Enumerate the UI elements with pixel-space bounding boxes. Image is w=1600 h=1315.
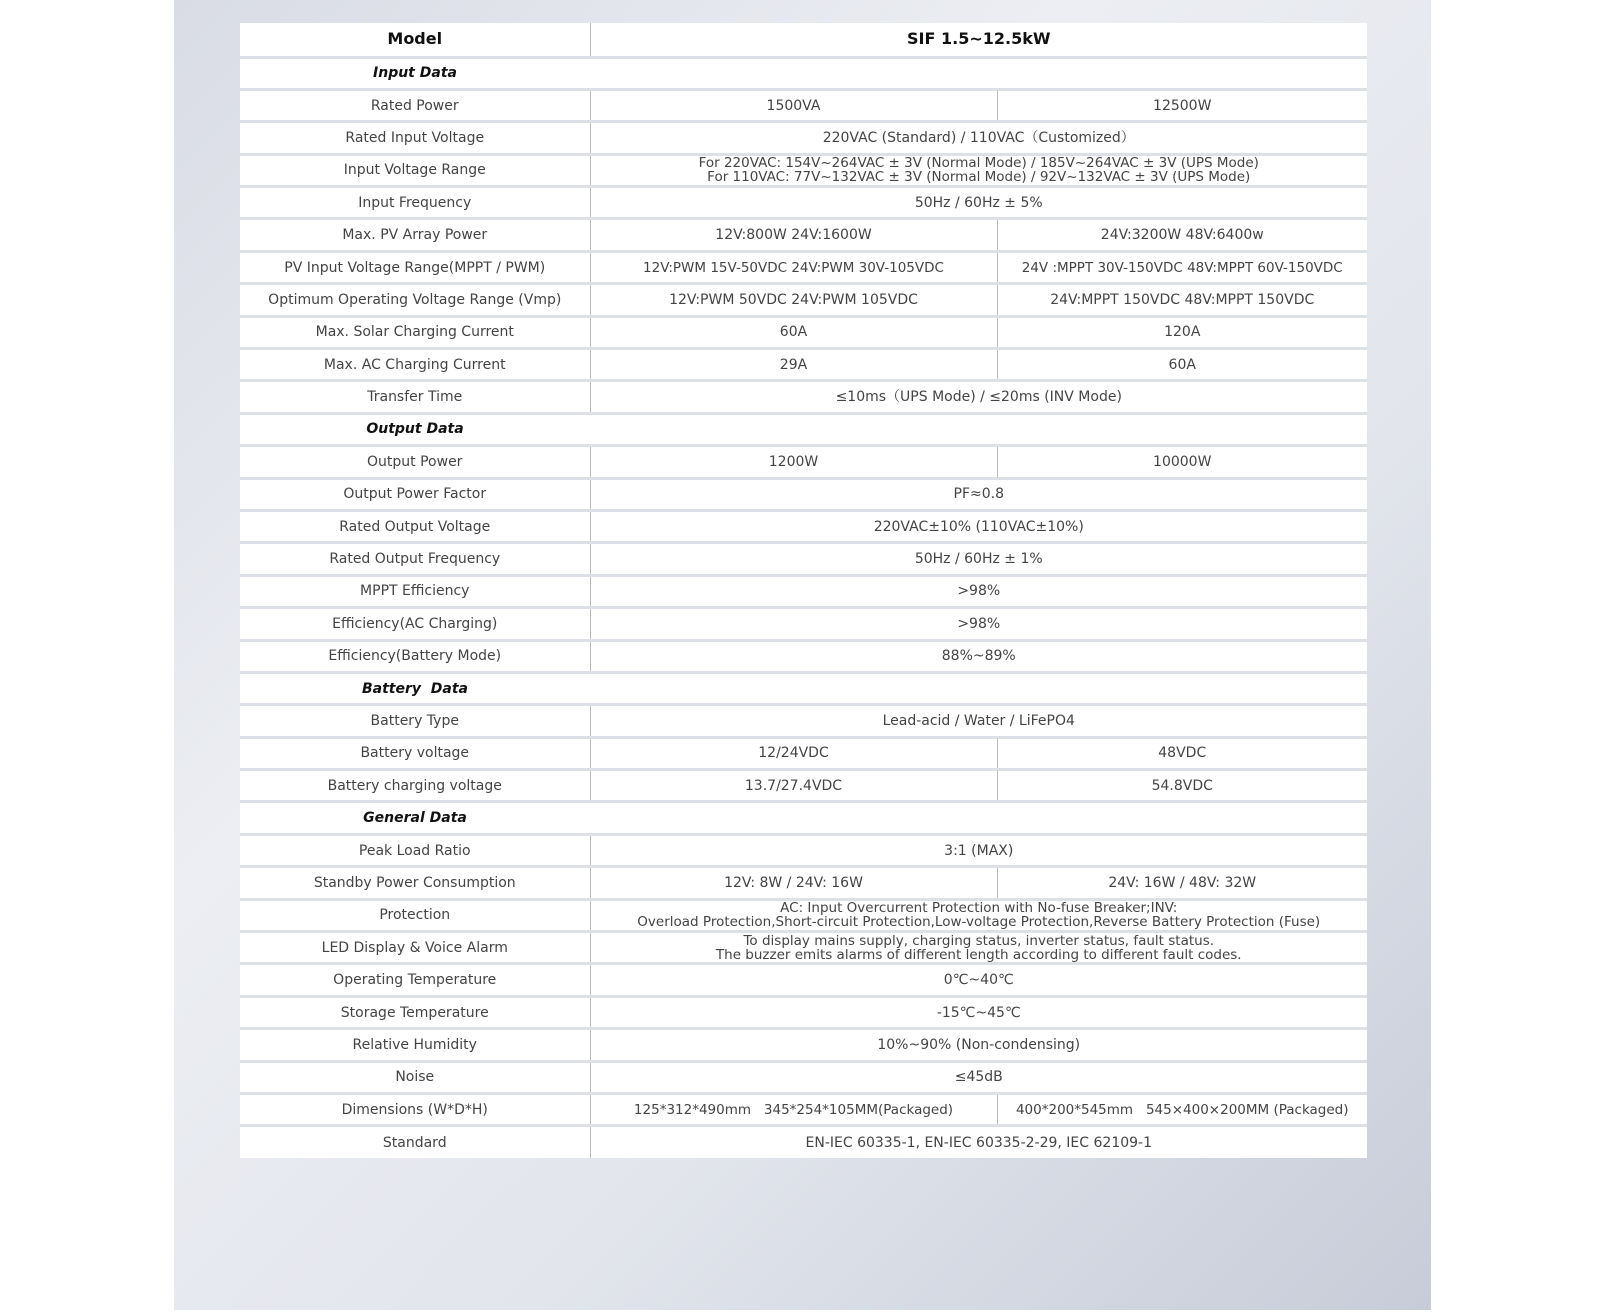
- row-label: Rated Output Frequency: [240, 543, 590, 575]
- row-value-2: 120A: [997, 316, 1367, 348]
- table-row: [240, 349, 1367, 381]
- row-value-1: 1500VA: [590, 89, 997, 121]
- row-value-2: 10000W: [997, 446, 1367, 478]
- row-value: 220VAC±10% (110VAC±10%): [590, 510, 1367, 542]
- row-value: PF≈0.8: [590, 478, 1367, 510]
- row-label: Storage Temperature: [240, 996, 590, 1028]
- row-label: Transfer Time: [240, 381, 590, 413]
- row-value-line-2: The buzzer emits alarms of different length according to different fault codes.: [715, 946, 1242, 963]
- table-row: [240, 640, 1367, 672]
- row-value-1: 12V:PWM 15V-50VDC 24V:PWM 30V-105VDC: [590, 251, 997, 283]
- row-value: 220VAC (Standard) / 110VAC（Customized）: [590, 122, 1367, 154]
- row-value: [590, 932, 1367, 964]
- row-value-1: 12V:PWM 50VDC 24V:PWM 105VDC: [590, 284, 997, 316]
- table-row: [240, 770, 1367, 802]
- row-value-line-2: For 110VAC: 77V~132VAC ± 3V (Normal Mode) / 92V~132VAC ± 3V (UPS Mode): [707, 169, 1251, 186]
- row-label: Battery voltage: [240, 737, 590, 769]
- table-row: [240, 1094, 1367, 1126]
- table-row: [240, 575, 1367, 607]
- table-row: [240, 1126, 1367, 1158]
- row-label: PV Input Voltage Range(MPPT / PWM): [240, 251, 590, 283]
- row-value-1: 125*312*490mm 345*254*105MM(Packaged): [590, 1094, 997, 1126]
- row-value-2: 48VDC: [997, 737, 1367, 769]
- row-value: >98%: [590, 608, 1367, 640]
- section-title: Battery Data: [240, 672, 590, 704]
- section-title: Input Data: [240, 57, 590, 89]
- row-value-1: 60A: [590, 316, 997, 348]
- row-value: -15℃~45℃: [590, 996, 1367, 1028]
- row-label: Operating Temperature: [240, 964, 590, 996]
- section-general-data: [240, 802, 1367, 834]
- row-value-2: 12500W: [997, 89, 1367, 121]
- spec-table: [240, 23, 1367, 1158]
- table-row: [240, 122, 1367, 154]
- row-label: Relative Humidity: [240, 1029, 590, 1061]
- row-label: Optimum Operating Voltage Range (Vmp): [240, 284, 590, 316]
- row-label: Battery Type: [240, 705, 590, 737]
- table-row: [240, 251, 1367, 283]
- table-row: [240, 608, 1367, 640]
- table-row: [240, 737, 1367, 769]
- table-row: [240, 543, 1367, 575]
- table-row: [240, 478, 1367, 510]
- row-value: ≤45dB: [590, 1061, 1367, 1093]
- row-value: ≤10ms（UPS Mode) / ≤20ms (INV Mode): [590, 381, 1367, 413]
- row-label: Rated Input Voltage: [240, 122, 590, 154]
- model-value: SIF 1.5~12.5kW: [590, 23, 1367, 57]
- row-value-1: 12V:800W 24V:1600W: [590, 219, 997, 251]
- table-row: [240, 705, 1367, 737]
- row-label: Rated Output Voltage: [240, 510, 590, 542]
- row-label: Protection: [240, 899, 590, 931]
- row-label: Standard: [240, 1126, 590, 1158]
- table-row: [240, 932, 1367, 964]
- table-row: [240, 899, 1367, 931]
- section-output-data: [240, 413, 1367, 445]
- row-value-2: 60A: [997, 349, 1367, 381]
- row-value-1: 12/24VDC: [590, 737, 997, 769]
- row-label: Standby Power Consumption: [240, 867, 590, 899]
- table-row: [240, 284, 1367, 316]
- row-value: 0℃~40℃: [590, 964, 1367, 996]
- row-value-2: 24V:3200W 48V:6400w: [997, 219, 1367, 251]
- table-row: [240, 381, 1367, 413]
- row-value: 3:1 (MAX): [590, 834, 1367, 866]
- row-value-line-2: Overload Protection,Short-circuit Protection,Low-voltage Protection,Reverse Battery Protection (Fuse): [637, 914, 1321, 931]
- table-row: [240, 834, 1367, 866]
- row-value-2: 24V:MPPT 150VDC 48V:MPPT 150VDC: [997, 284, 1367, 316]
- row-label: Dimensions (W*D*H): [240, 1094, 590, 1126]
- row-value-line-1: AC: Input Overcurrent Protection with No-fuse Breaker;INV:: [780, 900, 1178, 917]
- row-value-line-1: For 220VAC: 154V~264VAC ± 3V (Normal Mode) / 185V~264VAC ± 3V (UPS Mode): [698, 155, 1259, 172]
- table-row: [240, 1029, 1367, 1061]
- model-label: Model: [240, 23, 590, 57]
- row-label: Max. AC Charging Current: [240, 349, 590, 381]
- row-label: Efficiency(Battery Mode): [240, 640, 590, 672]
- spec-table-wrapper: [240, 23, 1367, 1158]
- row-value-line-1: To display mains supply, charging status, inverter status, fault status.: [743, 932, 1215, 949]
- section-battery-data: [240, 672, 1367, 704]
- row-label: Battery charging voltage: [240, 770, 590, 802]
- row-label: Input Frequency: [240, 187, 590, 219]
- table-row: [240, 446, 1367, 478]
- row-label: LED Display & Voice Alarm: [240, 932, 590, 964]
- row-label: MPPT Efficiency: [240, 575, 590, 607]
- row-value-1: 12V: 8W / 24V: 16W: [590, 867, 997, 899]
- row-value-2: 24V: 16W / 48V: 32W: [997, 867, 1367, 899]
- row-value: >98%: [590, 575, 1367, 607]
- row-label: Input Voltage Range: [240, 154, 590, 186]
- table-row: [240, 316, 1367, 348]
- row-value-2: 54.8VDC: [997, 770, 1367, 802]
- row-value: Lead-acid / Water / LiFePO4: [590, 705, 1367, 737]
- row-value: [590, 899, 1367, 931]
- row-value: 50Hz / 60Hz ± 5%: [590, 187, 1367, 219]
- table-row: [240, 510, 1367, 542]
- row-label: Noise: [240, 1061, 590, 1093]
- row-value-1: 1200W: [590, 446, 997, 478]
- table-row: [240, 89, 1367, 121]
- row-value-2: 24V :MPPT 30V-150VDC 48V:MPPT 60V-150VDC: [997, 251, 1367, 283]
- row-value: 50Hz / 60Hz ± 1%: [590, 543, 1367, 575]
- row-label: Output Power: [240, 446, 590, 478]
- row-label: Max. Solar Charging Current: [240, 316, 590, 348]
- table-row: [240, 964, 1367, 996]
- row-label: Rated Power: [240, 89, 590, 121]
- row-label: Max. PV Array Power: [240, 219, 590, 251]
- row-label: Output Power Factor: [240, 478, 590, 510]
- row-value: EN-IEC 60335-1, EN-IEC 60335-2-29, IEC 62109-1: [590, 1126, 1367, 1158]
- table-header-row: [240, 23, 1367, 57]
- table-row: [240, 1061, 1367, 1093]
- row-value: [590, 154, 1367, 186]
- row-label: Peak Load Ratio: [240, 834, 590, 866]
- table-row: [240, 996, 1367, 1028]
- row-value: 88%~89%: [590, 640, 1367, 672]
- row-value: 10%~90% (Non-condensing): [590, 1029, 1367, 1061]
- table-row: [240, 187, 1367, 219]
- table-row: [240, 867, 1367, 899]
- table-row: [240, 219, 1367, 251]
- row-label: Efficiency(AC Charging): [240, 608, 590, 640]
- table-row: [240, 154, 1367, 186]
- row-value-1: 29A: [590, 349, 997, 381]
- section-input-data: [240, 57, 1367, 89]
- row-value-2: 400*200*545mm 545×400×200MM (Packaged): [997, 1094, 1367, 1126]
- section-title: Output Data: [240, 413, 590, 445]
- section-title: General Data: [240, 802, 590, 834]
- row-value-1: 13.7/27.4VDC: [590, 770, 997, 802]
